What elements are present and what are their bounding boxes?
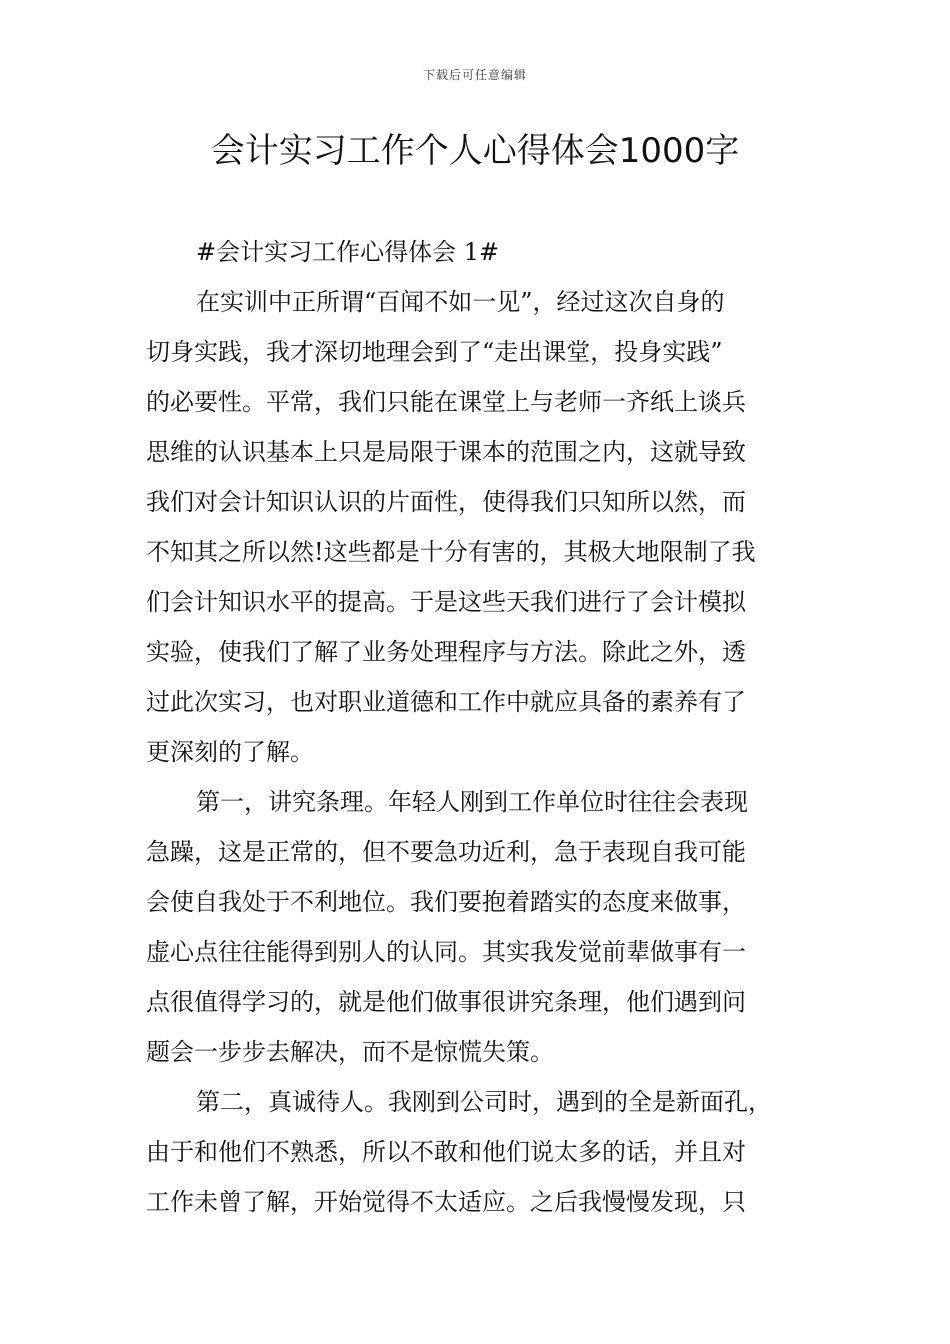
document-title: 会计实习工作个人心得体会1000字	[210, 131, 740, 171]
body-line: 实验，使我们了解了业务处理程序与方法。除此之外，透	[146, 638, 746, 666]
document-body	[146, 227, 808, 1227]
body-line: 第一，讲究条理。年轻人刚到工作单位时往往会表现	[196, 788, 748, 816]
body-line: 点很值得学习的，就是他们做事很讲究条理，他们遇到问	[146, 988, 746, 1016]
body-line: 第二，真诚待人。我刚到公司时，遇到的全是新面孔，	[196, 1088, 772, 1116]
body-line: 题会一步步去解决，而不是惊慌失策。	[146, 1038, 554, 1066]
body-line: 由于和他们不熟悉，所以不敢和他们说太多的话，并且对	[146, 1138, 746, 1166]
body-line: 工作未曾了解，开始觉得不太适应。之后我慢慢发现，只	[146, 1188, 746, 1216]
body-line: 的必要性。平常，我们只能在课堂上与老师一齐纸上谈兵	[146, 388, 746, 416]
body-line: 在实训中正所谓“百闻不如一见”，经过这次自身的	[196, 288, 725, 316]
page-header-note: 下载后可任意编辑	[422, 68, 527, 82]
body-line: #会计实习工作心得体会 1#	[196, 238, 500, 266]
body-line: 更深刻的了解。	[146, 738, 314, 766]
body-line: 虚心点往往能得到别人的认同。其实我发觉前辈做事有一	[146, 938, 746, 966]
body-line: 过此次实习，也对职业道德和工作中就应具备的素养有了	[146, 688, 746, 716]
body-line: 急躁，这是正常的，但不要急功近利，急于表现自我可能	[146, 838, 746, 866]
body-line: 们会计知识水平的提高。于是这些天我们进行了会计模拟	[146, 588, 746, 616]
body-line: 不知其之所以然!这些都是十分有害的，其极大地限制了我	[146, 538, 756, 566]
body-line: 切身实践，我才深切地理会到了“走出课堂，投身实践”	[146, 338, 723, 366]
body-line: 思维的认识基本上只是局限于课本的范围之内，这就导致	[146, 438, 746, 466]
body-line: 我们对会计知识认识的片面性，使得我们只知所以然，而	[146, 488, 746, 516]
body-line: 会使自我处于不利地位。我们要抱着踏实的态度来做事，	[146, 888, 746, 916]
